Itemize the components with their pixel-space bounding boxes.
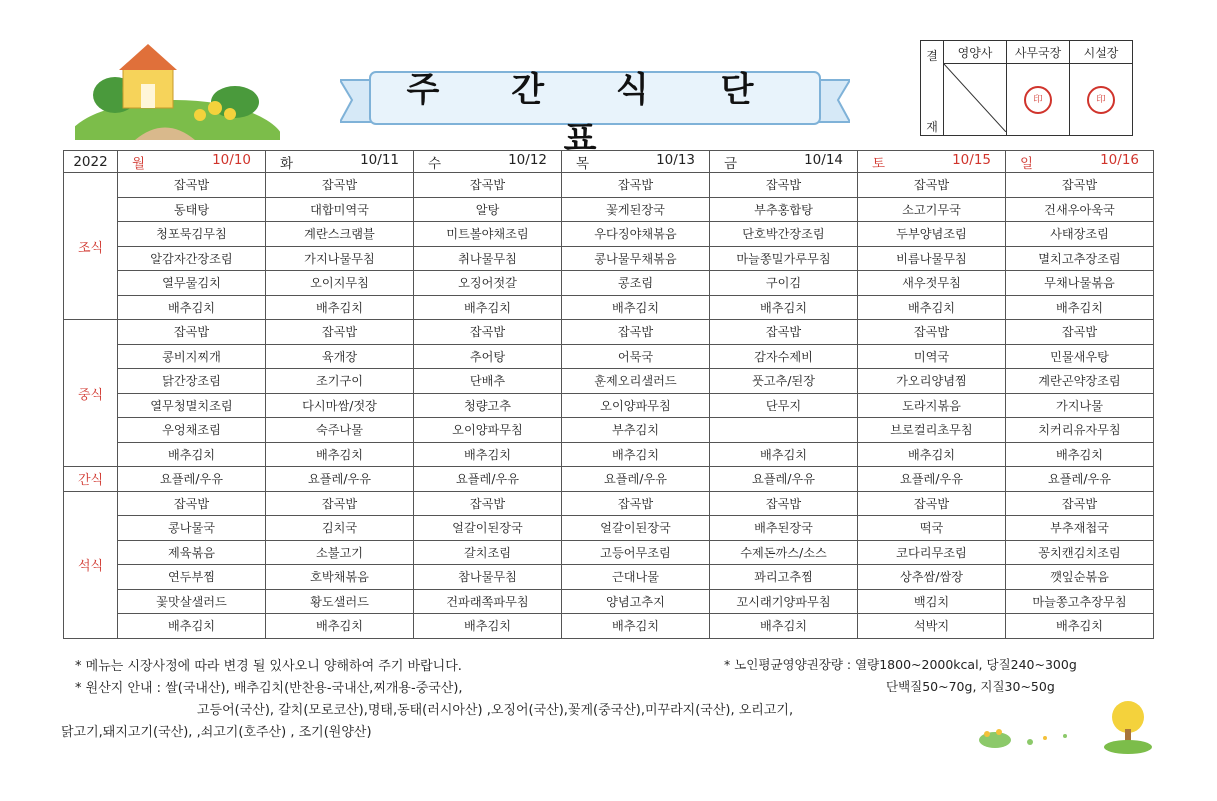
menu-row (64, 173, 1154, 198)
menu-item: 배추김치 (562, 614, 710, 639)
menu-item: 부추홍합탕 (710, 197, 858, 222)
menu-item: 잡곡밥 (1006, 173, 1154, 198)
menu-item: 깻잎순볶음 (1006, 565, 1154, 590)
menu-item: 배추김치 (118, 614, 266, 639)
menu-item: 배추김치 (710, 295, 858, 320)
menu-item: 무채나물볶음 (1006, 271, 1154, 296)
year-cell: 2022 (64, 151, 118, 173)
menu-item: 요플레/우유 (414, 467, 562, 492)
menu-item: 잡곡밥 (266, 491, 414, 516)
nutrition-note (724, 654, 1077, 698)
flower-decoration (975, 712, 1095, 752)
menu-item: 호박채볶음 (266, 565, 414, 590)
approval-sign-manager (1007, 64, 1070, 136)
menu-item: 석박지 (858, 614, 1006, 639)
menu-row (64, 369, 1154, 394)
menu-item: 갈치조림 (414, 540, 562, 565)
menu-row (64, 540, 1154, 565)
approval-sign-nutritionist (944, 64, 1007, 136)
menu-item: 우다징야채볶음 (562, 222, 710, 247)
menu-item: 백김치 (858, 589, 1006, 614)
menu-item: 수제돈까스/소스 (710, 540, 858, 565)
menu-item: 가지나물 (1006, 393, 1154, 418)
menu-item: 미역국 (858, 344, 1006, 369)
menu-item: 코다리무조림 (858, 540, 1006, 565)
menu-item: 요플레/우유 (858, 467, 1006, 492)
menu-item: 떡국 (858, 516, 1006, 541)
menu-item: 황도샐러드 (266, 589, 414, 614)
menu-row (64, 393, 1154, 418)
menu-item: 추어탕 (414, 344, 562, 369)
page-title: 주 간 식 단 표 (406, 70, 784, 159)
menu-item: 단배추 (414, 369, 562, 394)
menu-item: 배추김치 (414, 442, 562, 467)
nutrition-line: * 노인평균영양권장량 : 열량1800~2000kcal, 당질240~300g (724, 657, 1077, 672)
menu-item: 잡곡밥 (1006, 491, 1154, 516)
menu-item: 훈제오리샐러드 (562, 369, 710, 394)
approval-sign-director (1070, 64, 1133, 136)
menu-row (64, 295, 1154, 320)
diagonal-line (944, 64, 1006, 132)
menu-item: 잡곡밥 (266, 173, 414, 198)
menu-item: 잡곡밥 (118, 173, 266, 198)
menu-item: 오징어젓갈 (414, 271, 562, 296)
menu-item: 근대나물 (562, 565, 710, 590)
menu-item: 마늘쫑밀가루무침 (710, 246, 858, 271)
menu-item: 단호박간장조림 (710, 222, 858, 247)
approval-header-manager: 사무국장 (1007, 41, 1070, 64)
menu-item: 제육볶음 (118, 540, 266, 565)
menu-item: 소불고기 (266, 540, 414, 565)
menu-item: 조기구이 (266, 369, 414, 394)
menu-row (64, 197, 1154, 222)
meal-label: 간식 (64, 467, 118, 492)
menu-item: 두부양념조림 (858, 222, 1006, 247)
menu-item: 다시마쌈/젓장 (266, 393, 414, 418)
menu-item: 배추김치 (710, 614, 858, 639)
menu-item: 미트볼야채조림 (414, 222, 562, 247)
menu-item: 소고기무국 (858, 197, 1006, 222)
menu-item: 얼갈이된장국 (414, 516, 562, 541)
menu-item: 꽃맛살샐러드 (118, 589, 266, 614)
tree-decoration (1098, 695, 1158, 755)
day-header: 수 10/12 (414, 151, 562, 173)
menu-item: 감자수제비 (710, 344, 858, 369)
menu-item: 배추김치 (266, 442, 414, 467)
menu-body (64, 173, 1154, 639)
menu-item: 마늘쫑고추장무침 (1006, 589, 1154, 614)
menu-item: 오이양파무침 (414, 418, 562, 443)
menu-item: 요플레/우유 (266, 467, 414, 492)
menu-item: 도라지볶음 (858, 393, 1006, 418)
menu-item: 가지나물무침 (266, 246, 414, 271)
menu-item: 잡곡밥 (118, 491, 266, 516)
note-line: 닭고기,돼지고기(국산), ,쇠고기(호주산) , 조기(원양산) (61, 725, 372, 740)
menu-item: 잡곡밥 (562, 320, 710, 345)
seal-stamp: 印 (1087, 86, 1115, 114)
menu-item: 요플레/우유 (562, 467, 710, 492)
menu-item: 부추재첩국 (1006, 516, 1154, 541)
menu-item: 꼬시래기양파무침 (710, 589, 858, 614)
menu-item: 배추김치 (118, 442, 266, 467)
menu-item: 오이지무침 (266, 271, 414, 296)
menu-row (64, 491, 1154, 516)
approval-header-director: 시설장 (1070, 41, 1133, 64)
menu-item: 잡곡밥 (1006, 320, 1154, 345)
menu-item: 배추김치 (266, 614, 414, 639)
menu-item: 배추된장국 (710, 516, 858, 541)
menu-row (64, 589, 1154, 614)
meal-label: 중식 (64, 320, 118, 467)
menu-item: 연두부찜 (118, 565, 266, 590)
menu-item: 부추김치 (562, 418, 710, 443)
menu-item: 민물새우탕 (1006, 344, 1154, 369)
menu-row (64, 418, 1154, 443)
menu-item: 구이김 (710, 271, 858, 296)
day-header: 목 10/13 (562, 151, 710, 173)
nutrition-line: 단백질50~70g, 지질30~50g (886, 679, 1055, 694)
menu-item: 잡곡밥 (414, 320, 562, 345)
menu-item: 가오리양념찜 (858, 369, 1006, 394)
menu-item: 청포묵김무침 (118, 222, 266, 247)
approval-box (920, 40, 1133, 136)
menu-item: 잡곡밥 (710, 491, 858, 516)
menu-row (64, 565, 1154, 590)
menu-item: 브로컬리초무침 (858, 418, 1006, 443)
meal-label: 조식 (64, 173, 118, 320)
menu-item: 열무청멸치조림 (118, 393, 266, 418)
menu-item: 배추김치 (414, 295, 562, 320)
day-header: 금 10/14 (710, 151, 858, 173)
menu-item: 콩나물국 (118, 516, 266, 541)
menu-item: 잡곡밥 (858, 320, 1006, 345)
menu-item: 취나물무침 (414, 246, 562, 271)
menu-item: 상추쌈/쌈장 (858, 565, 1006, 590)
menu-item (710, 418, 858, 443)
menu-item: 꽃게된장국 (562, 197, 710, 222)
menu-item: 잡곡밥 (858, 173, 1006, 198)
menu-item: 열무물김치 (118, 271, 266, 296)
day-header: 월 10/10 (118, 151, 266, 173)
menu-item: 배추김치 (266, 295, 414, 320)
menu-item: 꽈리고추찜 (710, 565, 858, 590)
notes-section (61, 656, 794, 744)
menu-item: 멸치고추장조림 (1006, 246, 1154, 271)
menu-item: 배추김치 (858, 442, 1006, 467)
menu-row (64, 246, 1154, 271)
menu-item: 건새우아욱국 (1006, 197, 1154, 222)
menu-item: 어묵국 (562, 344, 710, 369)
menu-item: 잡곡밥 (710, 173, 858, 198)
menu-item: 요플레/우유 (1006, 467, 1154, 492)
menu-item: 청량고추 (414, 393, 562, 418)
menu-item: 요플레/우유 (710, 467, 858, 492)
menu-item: 배추김치 (118, 295, 266, 320)
menu-item: 단무지 (710, 393, 858, 418)
menu-item: 배추김치 (1006, 614, 1154, 639)
menu-row (64, 614, 1154, 639)
menu-row (64, 271, 1154, 296)
menu-item: 배추김치 (858, 295, 1006, 320)
weekly-menu-table (63, 150, 1154, 639)
menu-item: 김치국 (266, 516, 414, 541)
menu-item: 잡곡밥 (266, 320, 414, 345)
menu-item: 풋고추/된장 (710, 369, 858, 394)
menu-item: 잡곡밥 (858, 491, 1006, 516)
menu-item: 양념고추지 (562, 589, 710, 614)
menu-item: 배추김치 (1006, 442, 1154, 467)
menu-row (64, 222, 1154, 247)
menu-item: 배추김치 (414, 614, 562, 639)
menu-item: 건파래쪽파무침 (414, 589, 562, 614)
house-hill-illustration (75, 40, 280, 140)
menu-item: 계란곤약장조림 (1006, 369, 1154, 394)
menu-row (64, 344, 1154, 369)
menu-item: 배추김치 (562, 295, 710, 320)
day-header: 일 10/16 (1006, 151, 1154, 173)
menu-item: 잡곡밥 (118, 320, 266, 345)
menu-item: 잡곡밥 (562, 173, 710, 198)
note-line: 고등어(국산), 갈치(모로코산),명태,동태(러시아산) ,오징어(국산),꽃게(중국산),미꾸라지(국산), 오리고기, (197, 703, 794, 718)
menu-item: 육개장 (266, 344, 414, 369)
menu-item: 콩조림 (562, 271, 710, 296)
approval-header-nutritionist: 영양사 (944, 41, 1007, 64)
menu-item: 콩비지찌개 (118, 344, 266, 369)
menu-item: 배추김치 (710, 442, 858, 467)
day-header: 화 10/11 (266, 151, 414, 173)
note-line: * 원산지 안내 : 쌀(국내산), 배추김치(반찬용-국내산,찌개용-중국산), (75, 681, 463, 696)
menu-item: 참나물무침 (414, 565, 562, 590)
menu-item: 배추김치 (1006, 295, 1154, 320)
menu-item: 요플레/우유 (118, 467, 266, 492)
menu-row (64, 320, 1154, 345)
day-header: 토 10/15 (858, 151, 1006, 173)
menu-item: 꽁치캔김치조림 (1006, 540, 1154, 565)
menu-item: 우엉채조림 (118, 418, 266, 443)
note-line: * 메뉴는 시장사정에 따라 변경 될 있사오니 양해하여 주기 바랍니다. (75, 659, 462, 674)
menu-item: 알탕 (414, 197, 562, 222)
approval-side-label: 결 재 (921, 41, 944, 136)
menu-item: 오이양파무침 (562, 393, 710, 418)
menu-item: 콩나물무채볶음 (562, 246, 710, 271)
menu-item: 잡곡밥 (562, 491, 710, 516)
menu-item: 닭간장조림 (118, 369, 266, 394)
menu-item: 동태탕 (118, 197, 266, 222)
menu-row (64, 467, 1154, 492)
menu-item: 얼갈이된장국 (562, 516, 710, 541)
menu-item: 사태장조림 (1006, 222, 1154, 247)
menu-item: 고등어무조림 (562, 540, 710, 565)
menu-item: 배추김치 (562, 442, 710, 467)
menu-item: 새우젓무침 (858, 271, 1006, 296)
menu-item: 잡곡밥 (710, 320, 858, 345)
menu-item: 잡곡밥 (414, 173, 562, 198)
meal-label: 석식 (64, 491, 118, 638)
menu-item: 알감자간장조림 (118, 246, 266, 271)
menu-item: 계란스크램블 (266, 222, 414, 247)
menu-item: 잡곡밥 (414, 491, 562, 516)
day-header-row (64, 151, 1154, 173)
menu-item: 숙주나물 (266, 418, 414, 443)
menu-item: 치커리유자무침 (1006, 418, 1154, 443)
menu-item: 대합미역국 (266, 197, 414, 222)
menu-row (64, 516, 1154, 541)
menu-row (64, 442, 1154, 467)
menu-item: 비름나물무침 (858, 246, 1006, 271)
seal-stamp: 印 (1024, 86, 1052, 114)
